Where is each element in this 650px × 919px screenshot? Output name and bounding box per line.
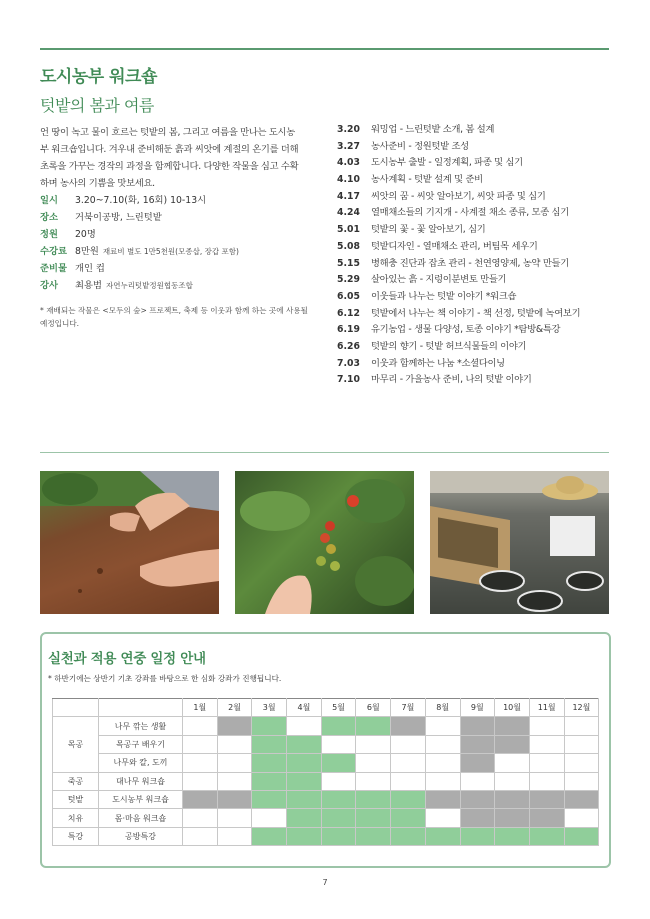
month-cell-empty <box>564 717 599 735</box>
table-row <box>53 754 599 772</box>
info-row-date <box>40 192 239 209</box>
schedule-date: 3.20 <box>337 124 360 135</box>
month-cell-empty <box>564 754 599 772</box>
month-cell-active <box>287 790 322 808</box>
schedule-row <box>337 139 580 156</box>
month-cell-empty <box>183 772 218 790</box>
schedule-date: 5.08 <box>337 240 360 252</box>
month-cell-other <box>391 717 426 735</box>
schedule-row <box>337 239 580 256</box>
month-cell-empty <box>321 772 356 790</box>
info-key: 강사 <box>40 280 58 291</box>
month-cell-active <box>391 790 426 808</box>
table-row <box>53 735 599 753</box>
month-header: 12월 <box>564 699 599 717</box>
photo-hands-in-soil <box>40 471 219 614</box>
schedule-text: 열매채소들의 기지개 - 사계절 채소 종류, 모종 심기 <box>371 207 569 219</box>
month-header: 6월 <box>356 699 391 717</box>
tomato-illustration <box>235 471 414 614</box>
month-cell-active <box>356 809 391 827</box>
month-header: 4월 <box>287 699 322 717</box>
month-cell-empty <box>217 772 252 790</box>
month-cell-empty <box>529 772 564 790</box>
month-cell-empty <box>183 754 218 772</box>
hands-soil-illustration <box>40 471 219 614</box>
schedule-text: 이웃들과 나누는 텃밭 이야기 *워크숍 <box>371 290 517 302</box>
table-row <box>53 772 599 790</box>
schedule-date: 5.01 <box>337 224 360 236</box>
schedule-text: 텃밭의 향기 - 텃밭 허브식물들의 이야기 <box>371 340 527 352</box>
photo-rooftop-garden <box>430 471 609 614</box>
info-row-place <box>40 209 239 226</box>
month-cell-active <box>321 790 356 808</box>
section-divider <box>40 452 609 453</box>
month-cell-active <box>252 827 287 845</box>
rooftop-illustration <box>430 471 609 614</box>
month-cell-empty <box>183 809 218 827</box>
month-cell-empty <box>183 827 218 845</box>
month-cell-empty <box>529 754 564 772</box>
month-cell-active <box>564 827 599 845</box>
category-cell: 특강 <box>53 827 99 845</box>
month-cell-active <box>356 717 391 735</box>
program-name-cell: 도시농부 워크숍 <box>99 790 183 808</box>
month-cell-other <box>495 717 530 735</box>
schedule-text: 워밍업 - 느린텃밭 소개, 봄 설계 <box>371 124 495 135</box>
month-cell-empty <box>391 754 426 772</box>
category-cell: 죽공 <box>53 772 99 790</box>
info-row-instructor <box>40 277 239 294</box>
schedule-date: 6.05 <box>337 290 360 302</box>
table-row <box>53 790 599 808</box>
schedule-row <box>337 356 580 373</box>
info-value: 개인 컵 <box>75 263 105 274</box>
month-cell-empty <box>217 754 252 772</box>
page-subtitle: 텃밭의 봄과 여름 <box>40 96 154 115</box>
month-cell-active <box>391 809 426 827</box>
schedule-date: 6.12 <box>337 307 360 319</box>
month-cell-other <box>564 790 599 808</box>
month-cell-other <box>495 809 530 827</box>
schedule-row <box>337 172 580 189</box>
month-cell-empty <box>564 735 599 753</box>
info-value: 거북이공방, 느린텃밭 <box>75 212 162 223</box>
month-cell-active <box>356 790 391 808</box>
yearly-schedule-title: 실천과 적용 연중 일정 안내 <box>48 651 206 667</box>
month-cell-other <box>460 754 495 772</box>
month-cell-other <box>495 790 530 808</box>
schedule-date: 4.24 <box>337 207 360 219</box>
month-cell-other <box>217 717 252 735</box>
month-cell-other <box>529 809 564 827</box>
photo-tomato-plant <box>235 471 414 614</box>
month-cell-active <box>252 772 287 790</box>
table-row <box>53 809 599 827</box>
info-note: 재료비 별도 1만5천원(모종삽, 장갑 포함) <box>102 247 239 256</box>
month-cell-active <box>321 809 356 827</box>
schedule-text: 농사계획 - 텃밭 설계 및 준비 <box>371 174 483 186</box>
month-cell-other <box>217 790 252 808</box>
info-key: 수강료 <box>40 246 67 257</box>
schedule-date: 4.03 <box>337 157 360 169</box>
header-blank <box>53 699 99 717</box>
schedule-row <box>337 122 580 139</box>
month-header: 7월 <box>391 699 426 717</box>
weekly-schedule <box>337 122 580 389</box>
program-name-cell: 공방특강 <box>99 827 183 845</box>
category-cell: 목공 <box>53 717 99 772</box>
month-cell-active <box>425 827 460 845</box>
month-cell-active <box>252 790 287 808</box>
month-cell-active <box>460 827 495 845</box>
schedule-text: 마무리 - 가을농사 준비, 나의 텃밭 이야기 <box>371 374 532 386</box>
month-header: 8월 <box>425 699 460 717</box>
month-cell-active <box>529 827 564 845</box>
schedule-date: 6.19 <box>337 324 360 336</box>
info-key: 준비물 <box>40 263 67 274</box>
month-cell-active <box>495 827 530 845</box>
month-cell-empty <box>217 735 252 753</box>
schedule-text: 이웃과 함께하는 나눔 *소셜다이닝 <box>371 357 505 369</box>
yearly-schedule-table <box>52 698 599 846</box>
month-cell-active <box>287 809 322 827</box>
schedule-row <box>337 322 580 339</box>
month-cell-empty <box>217 809 252 827</box>
program-name-cell: 목공구 배우기 <box>99 735 183 753</box>
schedule-date: 5.15 <box>337 257 360 269</box>
schedule-text: 텃밭의 꽃 - 꽃 알아보기, 심기 <box>371 224 486 236</box>
schedule-row <box>337 256 580 273</box>
month-cell-empty <box>391 735 426 753</box>
month-cell-empty <box>460 772 495 790</box>
month-cell-active <box>321 827 356 845</box>
month-cell-active <box>287 754 322 772</box>
month-header: 1월 <box>183 699 218 717</box>
schedule-row <box>337 339 580 356</box>
month-cell-empty <box>425 809 460 827</box>
month-cell-active <box>252 754 287 772</box>
schedule-row <box>337 306 580 323</box>
info-row-fee <box>40 243 239 260</box>
info-value: 최용범 <box>75 280 102 291</box>
month-header: 3월 <box>252 699 287 717</box>
schedule-text: 살아있는 흙 - 지렁이분변토 만들기 <box>371 274 507 286</box>
month-cell-empty <box>356 735 391 753</box>
month-cell-active <box>252 735 287 753</box>
month-cell-active <box>252 717 287 735</box>
page-title: 도시농부 워크숍 <box>40 67 157 87</box>
info-note: 자연누리텃밭정원협동조합 <box>105 281 193 290</box>
month-cell-active <box>356 827 391 845</box>
month-header: 10월 <box>495 699 530 717</box>
category-cell: 텃밭 <box>53 790 99 808</box>
month-cell-empty <box>495 772 530 790</box>
month-cell-active <box>321 717 356 735</box>
month-header: 11월 <box>529 699 564 717</box>
schedule-row <box>337 372 580 389</box>
month-cell-empty <box>321 735 356 753</box>
month-cell-empty <box>529 735 564 753</box>
info-key: 장소 <box>40 212 58 223</box>
month-cell-other <box>460 735 495 753</box>
header-blank <box>99 699 183 717</box>
page-number: 7 <box>322 878 328 887</box>
month-cell-empty <box>183 717 218 735</box>
month-cell-empty <box>356 772 391 790</box>
info-key: 정원 <box>40 229 58 240</box>
month-cell-empty <box>356 754 391 772</box>
month-cell-active <box>287 735 322 753</box>
month-cell-empty <box>564 809 599 827</box>
info-value: 20명 <box>75 229 96 240</box>
month-cell-empty <box>425 735 460 753</box>
schedule-row <box>337 155 580 172</box>
table-row <box>53 827 599 845</box>
month-cell-other <box>460 790 495 808</box>
month-cell-active <box>391 827 426 845</box>
schedule-row <box>337 289 580 306</box>
month-cell-empty <box>564 772 599 790</box>
schedule-date: 6.26 <box>337 340 360 352</box>
month-cell-other <box>460 809 495 827</box>
month-cell-empty <box>425 717 460 735</box>
schedule-row <box>337 189 580 206</box>
schedule-date: 7.03 <box>337 357 360 369</box>
schedule-row <box>337 205 580 222</box>
info-row-supplies <box>40 260 239 277</box>
schedule-date: 3.27 <box>337 140 360 152</box>
month-header: 9월 <box>460 699 495 717</box>
program-name-cell: 몸·마음 워크숍 <box>99 809 183 827</box>
intro-paragraph: 언 땅이 녹고 물이 흐르는 텃밭의 봄, 그리고 여름을 만나는 도시농부 워크숍입니다. 겨우내 준비해둔 흙과 씨앗에 계절의 온기를 더해 초록을 가꾸는 경작의 과정을 함께합니다. 다양한 작물을 심고 수확하며 농사의 기쁨을 맛보세요. <box>40 127 299 189</box>
month-cell-active <box>287 827 322 845</box>
info-row-capacity <box>40 226 239 243</box>
schedule-row <box>337 272 580 289</box>
month-cell-empty <box>425 754 460 772</box>
month-cell-empty <box>252 809 287 827</box>
table-header-row <box>53 699 599 717</box>
schedule-text: 농사준비 - 정원텃밭 조성 <box>371 140 469 152</box>
schedule-date: 5.29 <box>337 274 360 286</box>
schedule-text: 씨앗의 꿈 - 씨앗 알아보기, 씨앗 파종 및 심기 <box>371 190 546 202</box>
schedule-text: 텃밭디자인 - 열매채소 관리, 버팀목 세우기 <box>371 240 538 252</box>
month-cell-empty <box>287 717 322 735</box>
month-cell-active <box>321 754 356 772</box>
month-header: 5월 <box>321 699 356 717</box>
info-key: 일시 <box>40 195 58 206</box>
schedule-text: 텃밭에서 나누는 책 이야기 - 책 선정, 텃밭에 녹여보기 <box>371 307 581 319</box>
month-cell-other <box>495 735 530 753</box>
schedule-date: 4.17 <box>337 190 360 202</box>
program-name-cell: 나무와 칼, 도끼 <box>99 754 183 772</box>
footnote: * 재배되는 작물은 <모두의 숲> 프로젝트, 축제 등 이웃과 함께 하는 곳에 사용될 예정입니다. <box>40 306 308 328</box>
month-cell-empty <box>391 772 426 790</box>
schedule-row <box>337 222 580 239</box>
schedule-text: 병해충 진단과 잡초 관리 - 천연영양제, 농약 만들기 <box>371 257 569 269</box>
month-cell-empty <box>183 735 218 753</box>
schedule-date: 4.10 <box>337 174 360 186</box>
month-cell-active <box>287 772 322 790</box>
schedule-text: 유기농업 - 생물 다양성, 토종 이야기 *탐방&특강 <box>371 324 561 336</box>
top-rule <box>40 48 609 50</box>
schedule-text: 도시농부 출발 - 일정계획, 파종 및 심기 <box>371 157 523 169</box>
info-value: 3.20~7.10(화, 16회) 10-13시 <box>75 195 207 206</box>
month-cell-empty <box>217 827 252 845</box>
month-cell-empty <box>495 754 530 772</box>
month-cell-other <box>460 717 495 735</box>
category-cell: 치유 <box>53 809 99 827</box>
month-cell-other <box>425 790 460 808</box>
month-cell-empty <box>529 717 564 735</box>
month-cell-other <box>529 790 564 808</box>
info-value: 8만원 <box>75 246 99 257</box>
month-header: 2월 <box>217 699 252 717</box>
course-info <box>40 192 239 294</box>
program-name-cell: 대나무 워크숍 <box>99 772 183 790</box>
program-name-cell: 나무 깎는 생활 <box>99 717 183 735</box>
month-cell-other <box>183 790 218 808</box>
table-row <box>53 717 599 735</box>
schedule-date: 7.10 <box>337 374 360 386</box>
month-cell-empty <box>425 772 460 790</box>
yearly-schedule-note: * 하반기에는 상반기 기초 강좌를 바탕으로 한 심화 강좌가 진행됩니다. <box>48 674 282 683</box>
